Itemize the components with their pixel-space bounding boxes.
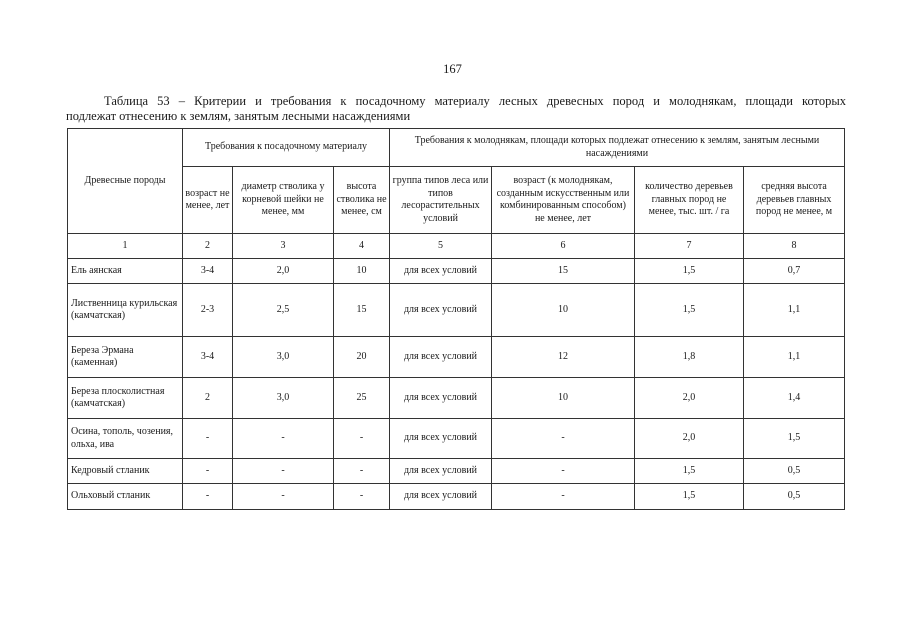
cell-tree-count: 1,5 <box>635 259 744 284</box>
cell-height: - <box>334 484 390 510</box>
cell-tree-count: 1,8 <box>635 337 744 378</box>
cell-young-age: - <box>492 484 635 510</box>
column-number: 6 <box>492 234 635 259</box>
cell-average-height: 1,5 <box>744 419 845 459</box>
header-age: возраст не менее, лет <box>183 167 233 234</box>
cell-young-age: 15 <box>492 259 635 284</box>
caption-line-1: Таблица 53 – Критерии и требования к посадочному материалу лесных древесных пород и молоднякам, площади которых <box>104 94 846 108</box>
cell-average-height: 0,5 <box>744 459 845 484</box>
column-number: 7 <box>635 234 744 259</box>
table-row <box>68 459 845 484</box>
cell-diameter: - <box>233 419 334 459</box>
cell-species: Кедровый стланик <box>68 459 183 484</box>
cell-forest-group: для всех условий <box>390 259 492 284</box>
cell-diameter: 3,0 <box>233 337 334 378</box>
header-tree-count: количество деревьев главных пород не менее, тыс. шт. / га <box>635 167 744 234</box>
cell-height: 20 <box>334 337 390 378</box>
cell-height: - <box>334 459 390 484</box>
cell-diameter: - <box>233 484 334 510</box>
cell-tree-count: 1,5 <box>635 484 744 510</box>
cell-species: Береза плосколистная (камчатская) <box>68 378 183 419</box>
header-young-stands: Требования к молоднякам, площади которых подлежат отнесению к землям, занятым лесными насаждениями <box>390 129 845 167</box>
cell-young-age: 12 <box>492 337 635 378</box>
header-average-height: средняя высота деревьев главных пород не менее, м <box>744 167 845 234</box>
table-caption <box>66 94 846 124</box>
table-row <box>68 484 845 510</box>
header-young-age: возраст (к молоднякам, созданным искусственным или комбинированным способом) не менее, лет <box>492 167 635 234</box>
cell-height: 15 <box>334 284 390 337</box>
cell-age: - <box>183 419 233 459</box>
header-species: Древесные породы <box>68 129 183 234</box>
cell-age: 3-4 <box>183 337 233 378</box>
cell-age: 3-4 <box>183 259 233 284</box>
cell-age: - <box>183 484 233 510</box>
column-number: 8 <box>744 234 845 259</box>
cell-forest-group: для всех условий <box>390 484 492 510</box>
column-number: 2 <box>183 234 233 259</box>
cell-age: 2-3 <box>183 284 233 337</box>
cell-species: Береза Эрмана (каменная) <box>68 337 183 378</box>
cell-young-age: - <box>492 459 635 484</box>
caption-line-2: подлежат отнесению к землям, занятым лесными насаждениями <box>66 109 411 123</box>
cell-diameter: - <box>233 459 334 484</box>
cell-average-height: 1,1 <box>744 337 845 378</box>
cell-height: - <box>334 419 390 459</box>
header-planting-material: Требования к посадочному материалу <box>183 129 390 167</box>
cell-species: Ель аянская <box>68 259 183 284</box>
table-row <box>68 378 845 419</box>
header-diameter: диаметр стволика у корневой шейки не менее, мм <box>233 167 334 234</box>
cell-average-height: 0,7 <box>744 259 845 284</box>
cell-forest-group: для всех условий <box>390 378 492 419</box>
cell-forest-group: для всех условий <box>390 284 492 337</box>
column-number: 1 <box>68 234 183 259</box>
table-row <box>68 337 845 378</box>
cell-forest-group: для всех условий <box>390 459 492 484</box>
cell-tree-count: 2,0 <box>635 419 744 459</box>
cell-average-height: 0,5 <box>744 484 845 510</box>
cell-young-age: - <box>492 419 635 459</box>
cell-age: - <box>183 459 233 484</box>
cell-young-age: 10 <box>492 284 635 337</box>
column-number: 3 <box>233 234 334 259</box>
column-number: 4 <box>334 234 390 259</box>
page-number: 167 <box>443 62 462 76</box>
cell-species: Ольховый стланик <box>68 484 183 510</box>
cell-species: Лиственница курильская (камчатская) <box>68 284 183 337</box>
column-number-row <box>68 234 845 259</box>
cell-tree-count: 2,0 <box>635 378 744 419</box>
cell-diameter: 3,0 <box>233 378 334 419</box>
cell-diameter: 2,5 <box>233 284 334 337</box>
cell-species: Осина, тополь, чозения, ольха, ива <box>68 419 183 459</box>
cell-average-height: 1,1 <box>744 284 845 337</box>
cell-height: 10 <box>334 259 390 284</box>
column-number: 5 <box>390 234 492 259</box>
header-height: высота стволика не менее, см <box>334 167 390 234</box>
cell-young-age: 10 <box>492 378 635 419</box>
cell-tree-count: 1,5 <box>635 459 744 484</box>
cell-tree-count: 1,5 <box>635 284 744 337</box>
cell-forest-group: для всех условий <box>390 337 492 378</box>
table-row <box>68 284 845 337</box>
cell-diameter: 2,0 <box>233 259 334 284</box>
cell-age: 2 <box>183 378 233 419</box>
cell-forest-group: для всех условий <box>390 419 492 459</box>
cell-average-height: 1,4 <box>744 378 845 419</box>
table-row <box>68 419 845 459</box>
cell-height: 25 <box>334 378 390 419</box>
header-forest-group: группа типов леса или типов лесорастительных условий <box>390 167 492 234</box>
table-row <box>68 259 845 284</box>
requirements-table <box>67 128 845 510</box>
